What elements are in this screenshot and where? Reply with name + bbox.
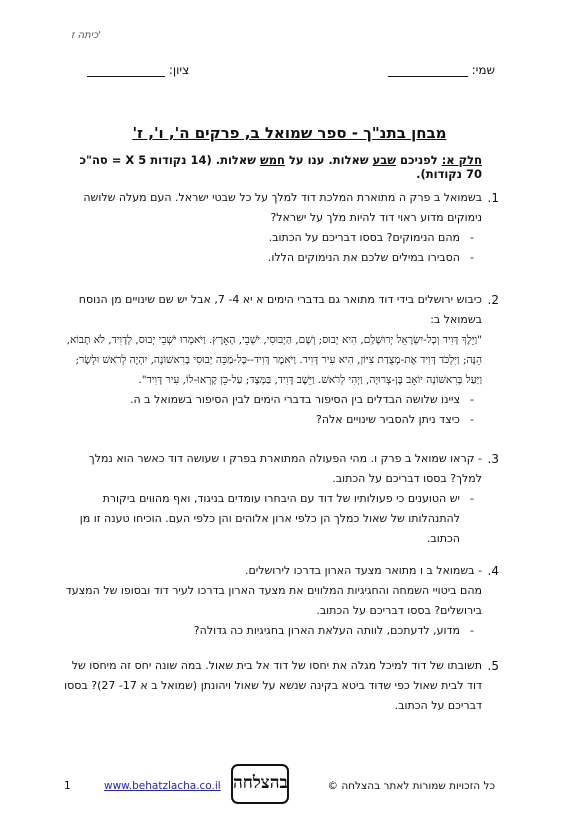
question-text: כיבוש ירושלים בידי דוד מתואר גם בדברי הימים א יא 4- 7, אבל יש שם שינויים מן הנוסח בשמואל ב: [78, 293, 482, 326]
site-link[interactable]: www.behatzlacha.co.il [104, 780, 221, 792]
part-instructions [62, 153, 482, 181]
sub-question: - הסבירו במילים שלכם את הנימוקים הללו. [62, 248, 482, 268]
behatzlacha-logo: בהצלחה [231, 764, 289, 804]
question-text: תשובתו של דוד למיכל מגלה את יחסו של דוד אל בית שאול. במה שונה יחס זה מיחסו של דוד לבית שאול כפי שדוד ביטא בקינה שנשא על שאול ויהונתן (שמואל ב א 17- 27)? בססו דבריכם על הכתוב. [64, 659, 482, 712]
question-4 [62, 561, 499, 641]
sub-question: - ציינו שלושה הבדלים בין הסיפור בדברי הימים לבין הסיפור בשמואל ב ה. [62, 390, 482, 410]
part-text: לפניכם [396, 153, 442, 167]
bible-quote: "וַיֵּלֶךְ דָּוִיד וְכָל-יִשְׂרָאֵל יְרוּשָׁלִַם, הִיא יְבוּס; וְשָׁם, הַיְבוּסִי, יֹשְׁבֵי, הָאָרֶץ. וַיֹּאמְרוּ יֹשְׁבֵי יְבוּס, לְדָוִיד, לֹא תָבוֹא, הֵנָּה; וַיִּלְכֹּד דָּוִיד אֶת-מְצֻדַת צִיּוֹן, הִיא עִיר דָּוִיד. וַיֹּאמֶר דָּוִיד--כָּל-מַכֵּה יְבוּסִי בָּרִאשׁוֹנָה, יִהְיֶה לְרֹאשׁ וּלְשָׂר; וַיַּעַל בָּרִאשׁוֹנָה יוֹאָב בֶּן-צְרוּיָה, וַיְהִי לְרֹאשׁ. וַיֵּשֶׁב דָּוִיד, בַּמְּצָד; עַל-כֵּן קָרְאוּ-לוֹ, עִיר דָּוִיד". [66, 334, 482, 386]
question-number: 1. [487, 191, 499, 205]
question-5 [62, 656, 499, 716]
copyright-text: כל הזכויות שמורות לאתר בהצלחה © [327, 780, 495, 792]
grade-label: ציון: [168, 63, 190, 77]
part-emph-seven: שבע [372, 153, 397, 167]
question-number: 4. [487, 564, 499, 578]
page-number: 1 [64, 780, 71, 792]
question-number: 2. [487, 293, 499, 307]
grade-blank[interactable] [87, 64, 165, 77]
question-number: 5. [487, 659, 499, 673]
question-text-2: מהם ביטויי השמחה והחגיגיות המלווים את מצעד הארון בדרכו לעיר דוד ובסופו של המצעד בירושלים? בססו דבריכם על הכתוב. [65, 584, 482, 617]
name-field [388, 63, 495, 77]
name-label: שמי: [471, 63, 495, 77]
name-blank[interactable] [388, 64, 468, 77]
question-text: בשמואל ב פרק ה מתוארת המלכת דוד למלך על כל שבטי ישראל. העם מעלה שלושה נימוקים מדוע ראוי דוד להיות מלך על ישראל? [83, 191, 482, 224]
question-number: 3. [487, 452, 499, 466]
sub-question: - מדוע, לדעתכם, לוותה העלאת הארון בחגיגיות כה גדולה? [62, 621, 482, 641]
part-label: חלק א: [441, 153, 482, 167]
part-text: שאלות. (14 נקודות X 5 = סה"כ 70 נקודות). [79, 153, 482, 181]
sub-question: - יש הטוענים כי פעולותיו של דוד עם היבחרו עומדים בניגוד, ואף מהווים ביקורת להתנהלותו של שאול כמלך הן כלפי ארון אלוהים והן כלפי העם. הוכיחו טענה זו מן הכתוב. [62, 489, 482, 549]
question-2 [62, 290, 499, 430]
sub-question: - מהם הנימוקים? בססו דבריכם על הכתוב. [62, 228, 482, 248]
page-title: מבחן בתנ"ך - ספר שמואל ב, פרקים ה', ו', ז' [132, 124, 447, 142]
sub-question: - כיצד ניתן להסביר שינויים אלה? [62, 410, 482, 430]
part-emph-five: חמש [260, 153, 285, 167]
question-text: - בשמואל ב ו מתואר מצעד הארון בדרכו לירושלים. [244, 564, 482, 577]
part-text: שאלות. ענו על [284, 153, 373, 167]
question-1 [62, 188, 499, 268]
grade-field [87, 63, 189, 77]
question-text: - קראו שמואל ב פרק ו. מהי הפעולה המתוארת בפרק ו שעושה דוד כאשר הוא נמלך למלך? בססו דבריכם על הכתוב. [88, 452, 482, 485]
class-note: כיתה ז' [70, 30, 101, 41]
question-3 [62, 449, 499, 549]
